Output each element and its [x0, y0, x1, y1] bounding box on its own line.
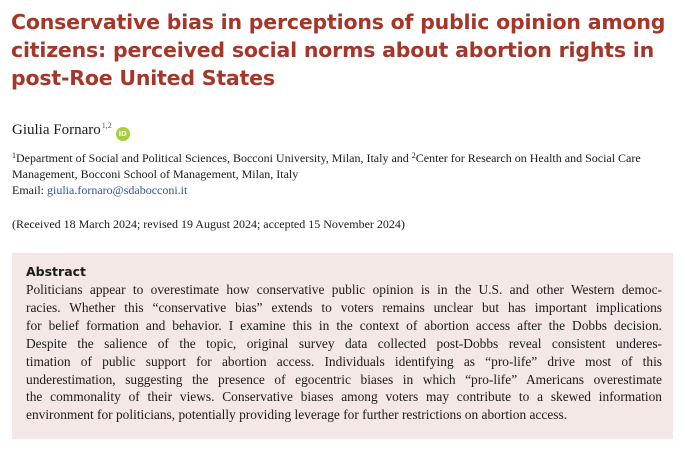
abstract-line: Despite the salience of the topic, original survey data collected post-Dobbs reveal consistent underes-	[26, 335, 662, 351]
affiliation-mark-2: 2	[411, 151, 416, 160]
abstract-line: for belief formation and behavior. I examine this in the context of abortion access after the Dobbs decision.	[26, 317, 662, 333]
author-line	[12, 117, 130, 141]
publication-history: (Received 18 March 2024; revised 19 August 2024; accepted 15 November 2024)	[12, 217, 405, 231]
abstract-line: the commonality of their views. Conservative biases among voters may contribute to a skewed information	[26, 389, 662, 405]
article-title: Conservative bias in perceptions of public opinion among citizens: perceived social norms about abortion rights in post-Roe United States	[11, 10, 666, 90]
email-label: Email:	[12, 183, 47, 197]
author-name[interactable]: Giulia Fornaro	[12, 122, 101, 138]
abstract-body	[26, 281, 662, 424]
affiliation-1: Department of Social and Political Sciences, Bocconi University, Milan, Italy and	[16, 151, 412, 165]
abstract-line: timation of public support for abortion access. Individuals identifying as “pro-life” drive most of this	[26, 353, 662, 369]
author-affiliation-marks[interactable]: 1,2	[101, 121, 112, 130]
affiliations	[12, 148, 680, 198]
abstract-line: underestimation, suggesting the presence of egocentric biases in which “pro-life” Americans overestimate	[26, 371, 662, 387]
abstract-line: racies. Whether this “conservative bias” extends to voters remains unclear but has important implications	[26, 299, 662, 315]
abstract-heading: Abstract	[26, 264, 87, 279]
orcid-icon[interactable]: iD	[116, 127, 130, 141]
email-link[interactable]: giulia.fornaro@sdabocconi.it	[47, 183, 188, 197]
abstract-section	[12, 253, 673, 439]
affiliation-mark-1: 1	[12, 151, 16, 160]
abstract-line: environment for politicians, potentially providing leverage for further restrictions on abortion access.	[26, 407, 568, 423]
affiliation-2: Center for Research on Health and Social Care Management, Bocconi School of Management, Milan, Italy	[12, 151, 641, 181]
abstract-line: Politicians appear to overestimate how conservative public opinion is in the U.S. and other Western democ-	[26, 282, 662, 297]
